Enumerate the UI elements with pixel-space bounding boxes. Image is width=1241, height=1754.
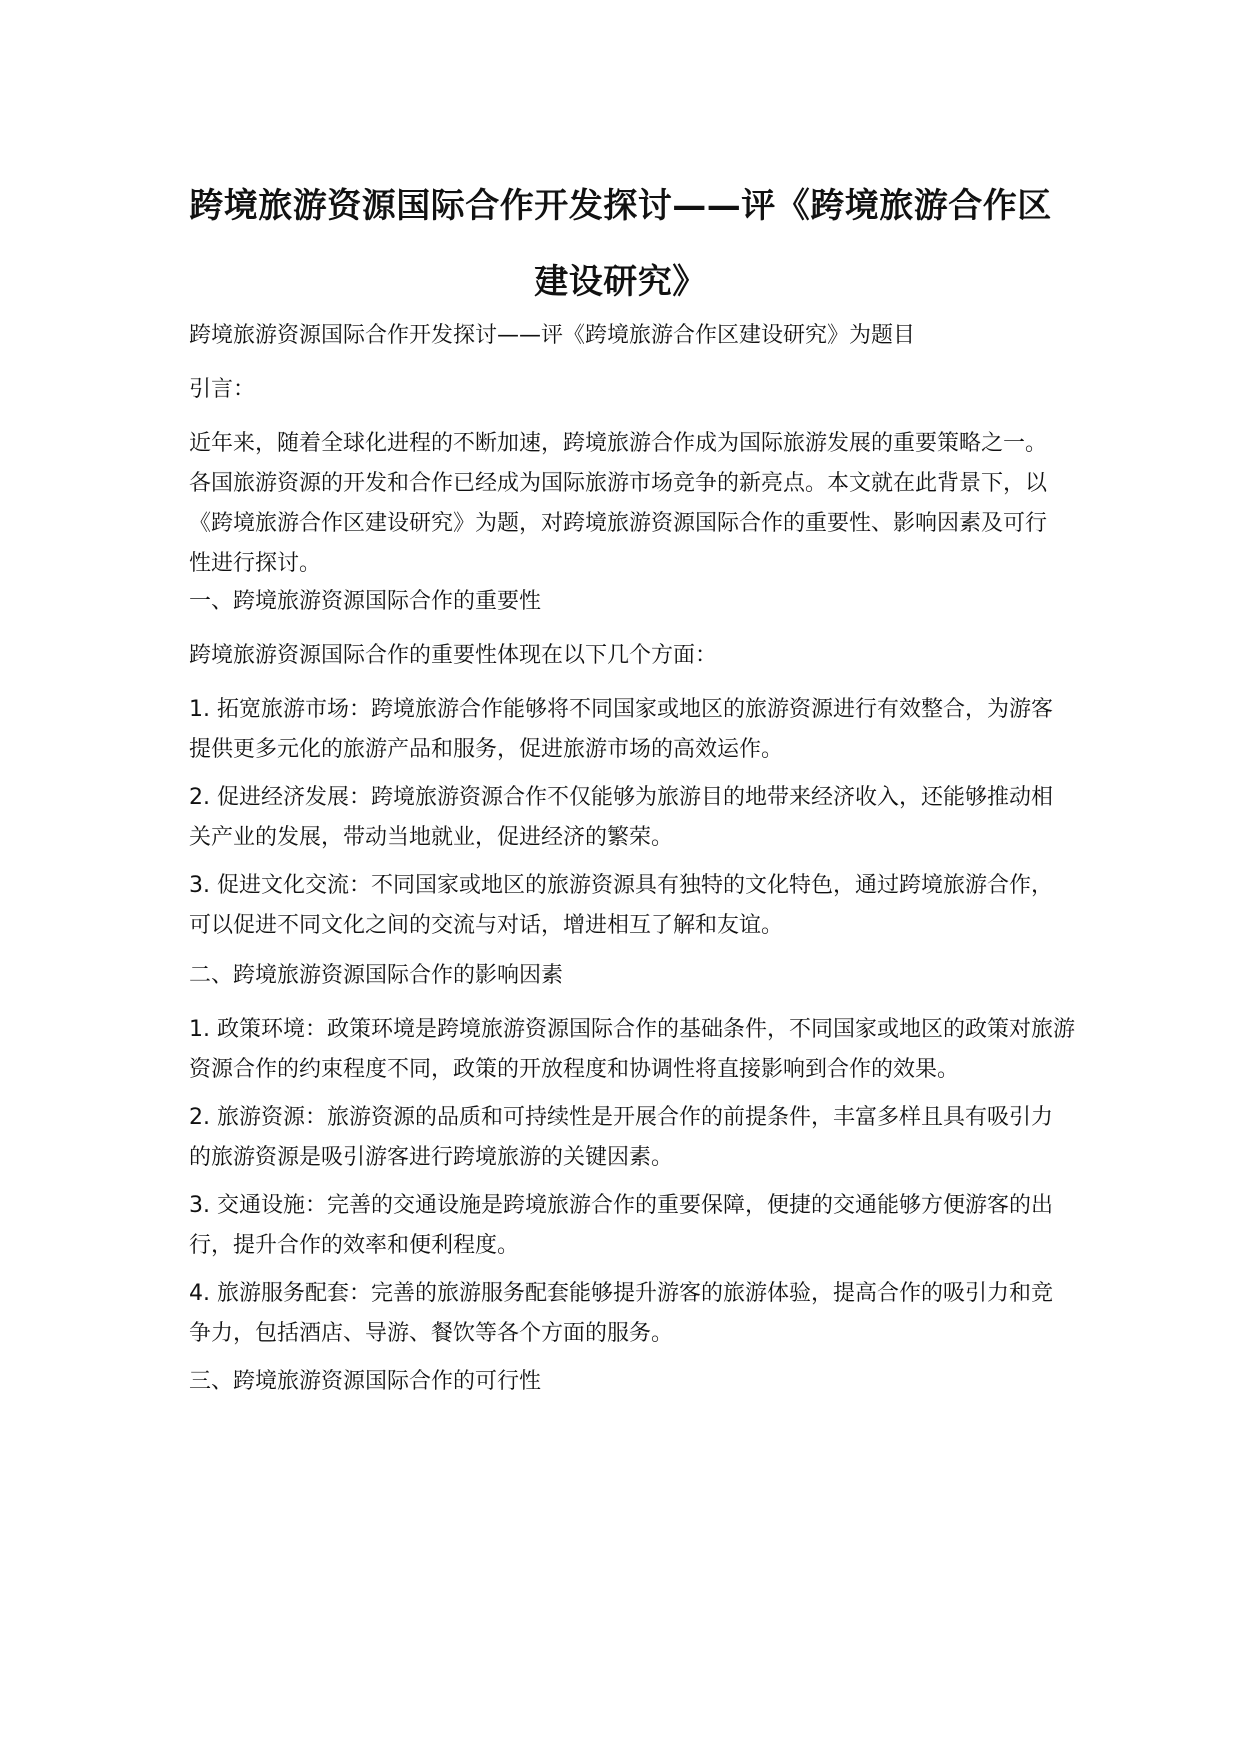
document-title bbox=[120, 168, 1121, 320]
intro-paragraph: 近年来，随着全球化进程的不断加速，跨境旅游合作成为国际旅游发展的重要策略之一。各国旅游资源的开发和合作已经成为国际旅游市场竞争的新亮点。本文就在此背景下，以《跨境旅游合作区建设研究》为题，对跨境旅游资源国际合作的重要性、影响因素及可行性进行探讨。 bbox=[189, 431, 1048, 576]
title-line-2: 建设研究》 bbox=[534, 262, 707, 302]
list-item-tourism-services: 4. 旅游服务配套：完善的旅游服务配套能够提升游客的旅游体验，提高合作的吸引力和竞争力，包括酒店、导游、餐饮等各个方面的服务。 bbox=[189, 1281, 1053, 1346]
section-intro-importance: 跨境旅游资源国际合作的重要性体现在以下几个方面： bbox=[189, 643, 718, 668]
section-heading-factors: 二、跨境旅游资源国际合作的影响因素 bbox=[189, 963, 564, 988]
list-item-tourism-resources: 2. 旅游资源：旅游资源的品质和可持续性是开展合作的前提条件，丰富多样且具有吸引力的旅游资源是吸引游客进行跨境旅游的关键因素。 bbox=[189, 1105, 1053, 1170]
subtitle: 跨境旅游资源国际合作开发探讨——评《跨境旅游合作区建设研究》为题目 bbox=[189, 323, 916, 348]
title-line-1: 跨境旅游资源国际合作开发探讨——评《跨境旅游合作区 bbox=[189, 186, 1052, 226]
intro-heading: 引言： bbox=[189, 377, 256, 402]
list-item-economic-development: 2. 促进经济发展：跨境旅游资源合作不仅能够为旅游目的地带来经济收入，还能够推动相关产业的发展，带动当地就业，促进经济的繁荣。 bbox=[189, 785, 1053, 850]
section-heading-feasibility: 三、跨境旅游资源国际合作的可行性 bbox=[189, 1369, 542, 1394]
list-item-expand-market: 1. 拓宽旅游市场：跨境旅游合作能够将不同国家或地区的旅游资源进行有效整合，为游客提供更多元化的旅游产品和服务，促进旅游市场的高效运作。 bbox=[189, 697, 1053, 762]
section-heading-importance: 一、跨境旅游资源国际合作的重要性 bbox=[189, 589, 542, 614]
list-item-transport-facilities: 3. 交通设施：完善的交通设施是跨境旅游合作的重要保障，便捷的交通能够方便游客的出行，提升合作的效率和便利程度。 bbox=[189, 1193, 1053, 1258]
list-item-policy-environment: 1. 政策环境：政策环境是跨境旅游资源国际合作的基础条件，不同国家或地区的政策对旅游资源合作的约束程度不同，政策的开放程度和协调性将直接影响到合作的效果。 bbox=[189, 1017, 1075, 1082]
list-item-cultural-exchange: 3. 促进文化交流：不同国家或地区的旅游资源具有独特的文化特色，通过跨境旅游合作，可以促进不同文化之间的交流与对话，增进相互了解和友谊。 bbox=[189, 873, 1053, 938]
